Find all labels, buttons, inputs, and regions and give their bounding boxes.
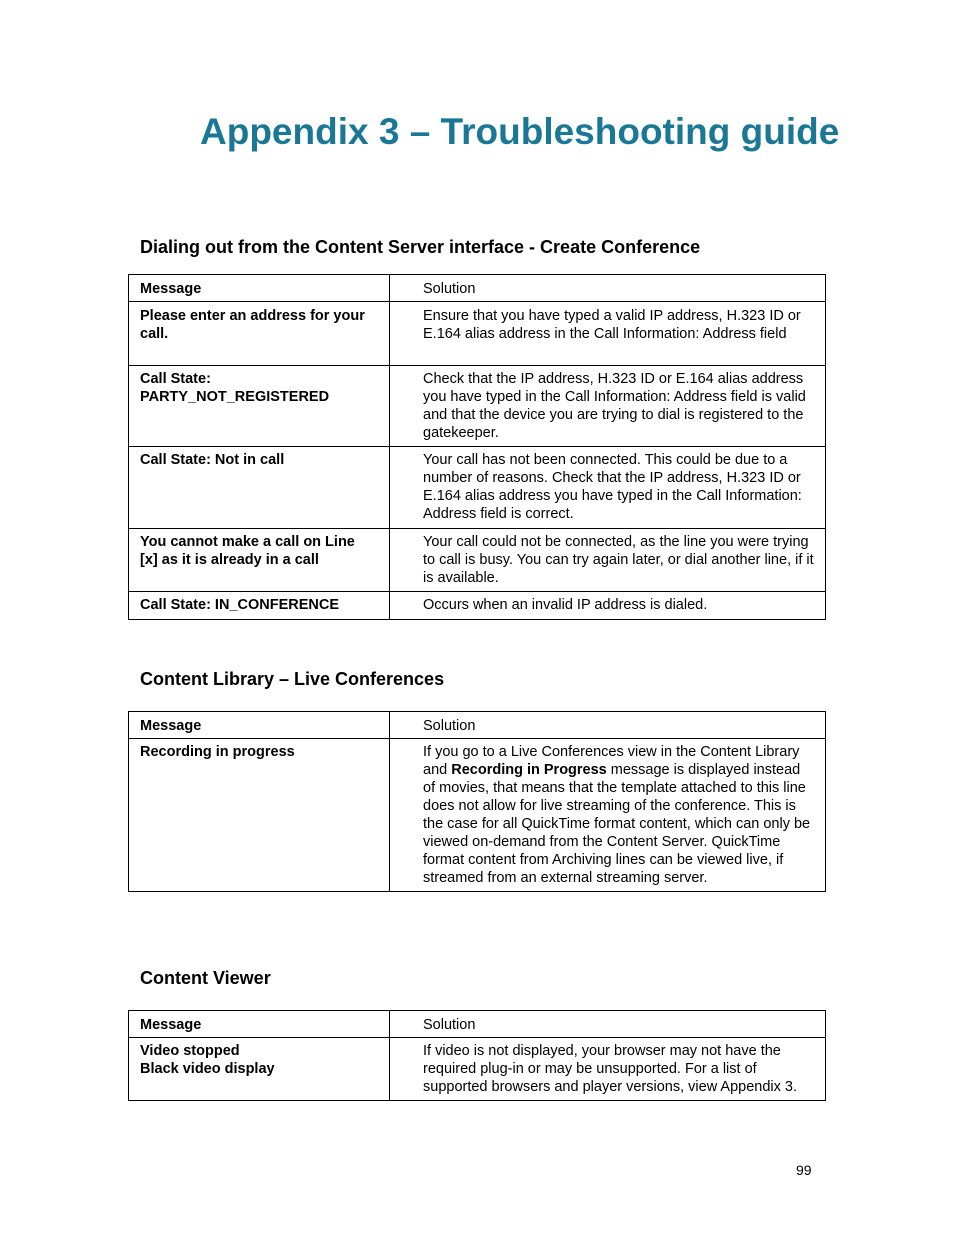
message-cell: Call State: Not in call xyxy=(129,447,390,529)
message-line: Black video display xyxy=(140,1061,275,1077)
table-header-row xyxy=(129,712,826,739)
message-cell xyxy=(129,1038,390,1101)
solution-cell: Occurs when an invalid IP address is dialed. xyxy=(390,592,826,620)
solution-text-start: If you go to a Live Conferences view in the Content Library and xyxy=(423,744,800,778)
section-heading-content-viewer: Content Viewer xyxy=(140,968,271,988)
solution-cell: Your call could not be connected, as the line you were trying to call is busy. You can try again later, or dial another line, if it is available. xyxy=(390,529,826,592)
table-header-row xyxy=(129,275,826,302)
column-header-message: Message xyxy=(129,275,390,302)
table-row xyxy=(129,592,826,620)
table-header-row xyxy=(129,1011,826,1038)
message-cell: Recording in progress xyxy=(129,739,390,892)
table-row xyxy=(129,739,826,892)
page-number: 99 xyxy=(796,1162,812,1178)
content-library-table xyxy=(128,711,826,892)
table-row xyxy=(129,302,826,366)
content-viewer-table xyxy=(128,1010,826,1101)
solution-text-emphasis: Recording in Progress xyxy=(451,762,607,778)
message-line: Video stopped xyxy=(140,1043,240,1059)
section-heading-dialing-out: Dialing out from the Content Server interface - Create Conference xyxy=(140,237,701,257)
table-row xyxy=(129,1038,826,1101)
table-row xyxy=(129,447,826,529)
column-header-message: Message xyxy=(129,712,390,739)
solution-cell: Check that the IP address, H.323 ID or E.164 alias address you have typed in the Call Information: Address field is valid and that the device you are trying to dial is registered to the gatekeeper. xyxy=(390,366,826,447)
solution-cell: Your call has not been connected. This could be due to a number of reasons. Check that the IP address, H.323 ID or E.164 alias address you have typed in the Call Information: Address field is correct. xyxy=(390,447,826,529)
column-header-solution: Solution xyxy=(390,1011,826,1038)
solution-cell: If video is not displayed, your browser may not have the required plug-in or may be unsupported. For a list of supported browsers and player versions, view Appendix 3. xyxy=(390,1038,826,1101)
table-row xyxy=(129,529,826,592)
column-header-message: Message xyxy=(129,1011,390,1038)
page-title: Appendix 3 – Troubleshooting guide xyxy=(200,111,840,152)
table-row xyxy=(129,366,826,447)
solution-cell xyxy=(390,739,826,892)
column-header-solution: Solution xyxy=(390,712,826,739)
message-cell: Please enter an address for your call. xyxy=(129,302,390,366)
solution-text-end: message is displayed instead of movies, that means that the template attached to this line does not allow for live streaming of the conference. This is the case for all QuickTime format content, which can only be viewed on-demand from the Content Server. QuickTime format content from Archiving lines can be viewed live, if streamed from an external streaming server. xyxy=(423,762,811,886)
section-heading-content-library: Content Library – Live Conferences xyxy=(140,669,445,689)
solution-cell: Ensure that you have typed a valid IP address, H.323 ID or E.164 alias address in the Call Information: Address field xyxy=(390,302,826,366)
message-cell: Call State: IN_CONFERENCE xyxy=(129,592,390,620)
column-header-solution: Solution xyxy=(390,275,826,302)
message-cell: You cannot make a call on Line [x] as it is already in a call xyxy=(129,529,390,592)
dialing-out-table xyxy=(128,274,826,620)
message-cell: Call State: PARTY_NOT_REGISTERED xyxy=(129,366,390,447)
